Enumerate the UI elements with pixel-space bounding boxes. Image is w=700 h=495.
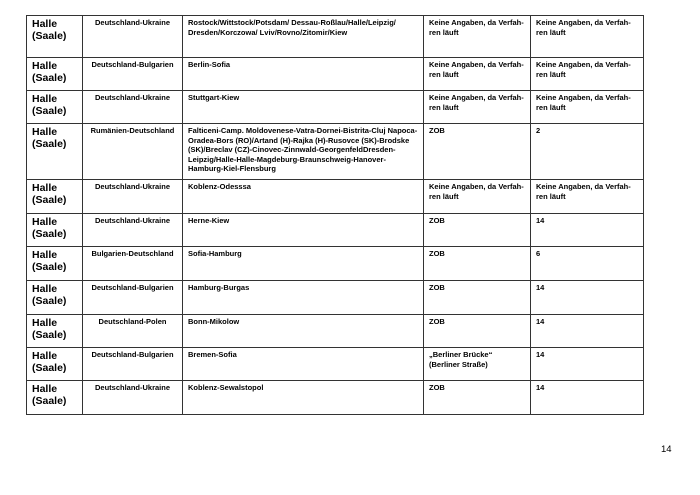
frequency-cell: Keine Angaben, da Verfah-ren läuft xyxy=(531,58,644,91)
city-cell: Halle (Saale) xyxy=(27,381,83,415)
city-cell: Halle (Saale) xyxy=(27,315,83,348)
frequency-cell: Keine Angaben, da Verfah-ren läuft xyxy=(531,91,644,124)
station-cell: ZOB xyxy=(424,381,531,415)
bus-routes-table xyxy=(26,15,644,415)
frequency-cell: 14 xyxy=(531,281,644,315)
corridor-cell: Deutschland-Ukraine xyxy=(83,16,183,58)
corridor-cell: Deutschland-Bulgarien xyxy=(83,281,183,315)
station-cell: ZOB xyxy=(424,315,531,348)
city-cell: Halle (Saale) xyxy=(27,281,83,315)
corridor-cell: Deutschland-Ukraine xyxy=(83,180,183,214)
corridor-cell: Deutschland-Polen xyxy=(83,315,183,348)
city-cell: Halle (Saale) xyxy=(27,247,83,281)
city-cell: Halle (Saale) xyxy=(27,16,83,58)
table-row xyxy=(27,281,644,315)
frequency-cell: 14 xyxy=(531,348,644,381)
table-row xyxy=(27,214,644,247)
corridor-cell: Rumänien-Deutschland xyxy=(83,124,183,180)
table-row xyxy=(27,381,644,415)
frequency-cell: Keine Angaben, da Verfah-ren läuft xyxy=(531,16,644,58)
corridor-cell: Deutschland-Bulgarien xyxy=(83,348,183,381)
station-cell: Keine Angaben, da Verfah-ren läuft xyxy=(424,180,531,214)
city-cell: Halle (Saale) xyxy=(27,124,83,180)
corridor-cell: Deutschland-Bulgarien xyxy=(83,58,183,91)
table-row xyxy=(27,91,644,124)
corridor-cell: Deutschland-Ukraine xyxy=(83,91,183,124)
frequency-cell: 14 xyxy=(531,214,644,247)
table-row xyxy=(27,247,644,281)
table-row xyxy=(27,58,644,91)
route-cell: Sofia-Hamburg xyxy=(183,247,424,281)
station-cell: ZOB xyxy=(424,247,531,281)
route-cell: Koblenz-Odesssa xyxy=(183,180,424,214)
route-cell: Falticeni-Camp. Moldovenese-Vatra-Dornei-Bistrita-Cluj Napoca-Oradea-Bors (RO)/Artand (H)-Rajka (H)-Rusovce (SK)-Brodske (SK)/Breclav (CZ)-Cinovec-Zinnwald-GeorgenfeldDresden-Leipzig/Halle-Halle-Magdeburg-Braunschweig-Hanover-Hamburg-Kiel-Flensburg xyxy=(183,124,424,180)
route-cell: Bremen-Sofia xyxy=(183,348,424,381)
corridor-cell: Bulgarien-Deutschland xyxy=(83,247,183,281)
route-cell: Koblenz-Sewalstopol xyxy=(183,381,424,415)
frequency-cell: 14 xyxy=(531,315,644,348)
station-cell: Keine Angaben, da Verfah-ren läuft xyxy=(424,58,531,91)
station-cell: Keine Angaben, da Verfah-ren läuft xyxy=(424,91,531,124)
station-cell: ZOB xyxy=(424,214,531,247)
table-row xyxy=(27,180,644,214)
route-cell: Stuttgart-Kiew xyxy=(183,91,424,124)
city-cell: Halle (Saale) xyxy=(27,91,83,124)
table-row xyxy=(27,348,644,381)
city-cell: Halle (Saale) xyxy=(27,180,83,214)
frequency-cell: 2 xyxy=(531,124,644,180)
table-row xyxy=(27,315,644,348)
table-body xyxy=(27,16,644,415)
city-cell: Halle (Saale) xyxy=(27,214,83,247)
table-row xyxy=(27,16,644,58)
route-cell: Rostock/Wittstock/Potsdam/ Dessau-Roßlau/Halle/Leipzig/ Dresden/Korczowa/ Lviv/Rovno/Zitomir/Kiew xyxy=(183,16,424,58)
route-cell: Hamburg-Burgas xyxy=(183,281,424,315)
route-cell: Berlin-Sofia xyxy=(183,58,424,91)
page-number: 14 xyxy=(661,444,672,455)
city-cell: Halle (Saale) xyxy=(27,348,83,381)
corridor-cell: Deutschland-Ukraine xyxy=(83,381,183,415)
frequency-cell: Keine Angaben, da Verfah-ren läuft xyxy=(531,180,644,214)
frequency-cell: 6 xyxy=(531,247,644,281)
city-cell: Halle (Saale) xyxy=(27,58,83,91)
route-cell: Bonn-Mikolow xyxy=(183,315,424,348)
frequency-cell: 14 xyxy=(531,381,644,415)
corridor-cell: Deutschland-Ukraine xyxy=(83,214,183,247)
table-row xyxy=(27,124,644,180)
route-cell: Herne-Kiew xyxy=(183,214,424,247)
station-cell: ZOB xyxy=(424,281,531,315)
station-cell: „Berliner Brücke“ (Berliner Straße) xyxy=(424,348,531,381)
station-cell: Keine Angaben, da Verfah-ren läuft xyxy=(424,16,531,58)
station-cell: ZOB xyxy=(424,124,531,180)
